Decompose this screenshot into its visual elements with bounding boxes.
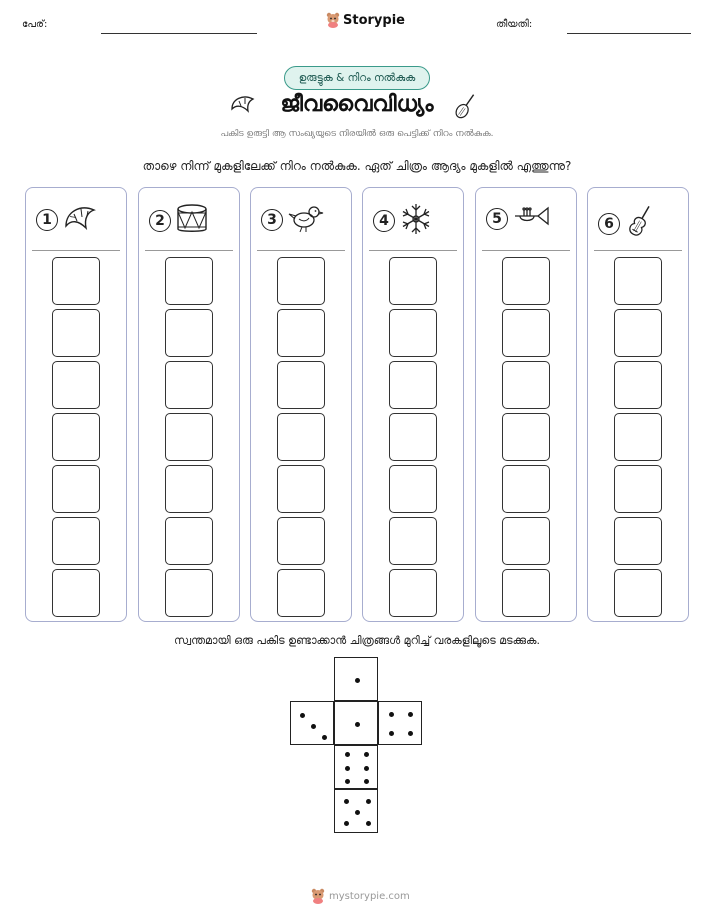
footer [311, 888, 410, 904]
die-pip [364, 766, 369, 771]
column-6 [587, 187, 689, 622]
color-box[interactable] [165, 361, 213, 409]
color-box[interactable] [389, 361, 437, 409]
column-number: 2 [149, 210, 171, 232]
color-box[interactable] [389, 517, 437, 565]
die-pip [311, 724, 316, 729]
drum-icon [175, 202, 209, 240]
column-divider [32, 250, 120, 251]
croissant-icon [62, 202, 98, 238]
column-divider [482, 250, 570, 251]
column-2 [138, 187, 240, 622]
column-1 [25, 187, 127, 622]
die-pip [344, 799, 349, 804]
color-box[interactable] [389, 257, 437, 305]
color-box[interactable] [389, 465, 437, 513]
color-box[interactable] [277, 309, 325, 357]
die-pip [345, 779, 350, 784]
color-box[interactable] [614, 413, 662, 461]
die-pip [355, 722, 360, 727]
die-face-6 [334, 745, 378, 789]
die-pip [345, 766, 350, 771]
column-4 [362, 187, 464, 622]
die-pip [322, 735, 327, 740]
column-number: 4 [373, 210, 395, 232]
color-box[interactable] [502, 465, 550, 513]
date-label: തീയതി: [496, 19, 533, 30]
column-header [598, 202, 656, 246]
column-header [373, 202, 433, 240]
column-header [486, 202, 552, 236]
die-face-1 [334, 657, 378, 701]
die-pip [366, 821, 371, 826]
color-box[interactable] [614, 465, 662, 513]
bird-icon [287, 202, 325, 238]
column-divider [257, 250, 345, 251]
die-pip [300, 713, 305, 718]
color-box[interactable] [502, 517, 550, 565]
color-box[interactable] [52, 465, 100, 513]
column-5 [475, 187, 577, 622]
column-number: 3 [261, 209, 283, 231]
date-line[interactable] [567, 33, 691, 34]
column-number: 6 [598, 213, 620, 235]
fold-instruction: സ്വന്തമായി ഒരു പകിട ഉണ്ടാക്കാൻ ചിത്രങ്ങൾ മുറിച്ച് വരകളിലൂടെ മടക്കുക. [174, 634, 540, 647]
die-pip [364, 752, 369, 757]
color-box[interactable] [502, 257, 550, 305]
die-pip [344, 821, 349, 826]
column-divider [369, 250, 457, 251]
bear-icon [311, 888, 325, 904]
color-box[interactable] [502, 309, 550, 357]
column-header [261, 202, 325, 238]
column-number: 5 [486, 208, 508, 230]
die-pip [355, 678, 360, 683]
color-box[interactable] [277, 517, 325, 565]
snowflake-icon [399, 202, 433, 240]
color-box[interactable] [52, 413, 100, 461]
footer-url[interactable]: mystorypie.com [329, 890, 410, 902]
die-face-3 [290, 701, 334, 745]
die-pip [355, 810, 360, 815]
color-box[interactable] [52, 361, 100, 409]
die-pip [408, 712, 413, 717]
color-box[interactable] [165, 309, 213, 357]
color-box[interactable] [165, 569, 213, 617]
color-box[interactable] [165, 413, 213, 461]
color-box[interactable] [502, 413, 550, 461]
color-box[interactable] [52, 517, 100, 565]
color-box[interactable] [614, 569, 662, 617]
color-box[interactable] [52, 569, 100, 617]
column-header [36, 202, 98, 238]
color-box[interactable] [52, 309, 100, 357]
color-box[interactable] [389, 569, 437, 617]
column-header [149, 202, 209, 240]
color-box[interactable] [277, 257, 325, 305]
name-line[interactable] [101, 33, 257, 34]
color-box[interactable] [165, 257, 213, 305]
color-box[interactable] [165, 465, 213, 513]
die-face-5 [334, 789, 378, 833]
column-3 [250, 187, 352, 622]
die-face-4 [378, 701, 422, 745]
color-box[interactable] [614, 361, 662, 409]
brand-name: Storypie [343, 12, 405, 28]
column-divider [594, 250, 682, 251]
die-pip [389, 731, 394, 736]
die-pip [364, 779, 369, 784]
die-pip [389, 712, 394, 717]
die-pip [345, 752, 350, 757]
color-box[interactable] [389, 309, 437, 357]
color-box[interactable] [277, 361, 325, 409]
instruction: താഴെ നിന്ന് മുകളിലേക്ക് നിറം നൽകുക. ഏത് ചിത്രം ആദ്യം മുകളിൽ എത്തുന്നു? [142, 159, 572, 173]
color-box[interactable] [52, 257, 100, 305]
color-box[interactable] [614, 517, 662, 565]
color-box[interactable] [502, 569, 550, 617]
name-label: പേര്: [22, 19, 48, 30]
die-pip [408, 731, 413, 736]
violin-icon [624, 202, 656, 246]
color-box[interactable] [614, 257, 662, 305]
die-pip [366, 799, 371, 804]
column-number: 1 [36, 209, 58, 231]
trumpet-icon [512, 202, 552, 236]
brand-logo [326, 12, 405, 28]
die-face-1 [334, 701, 378, 745]
color-box[interactable] [165, 517, 213, 565]
color-box[interactable] [502, 361, 550, 409]
violin-icon [452, 90, 478, 128]
subtitle: പകിട ഉരുട്ടി ആ സംഖ്യയുടെ നിരയിൽ ഒരു പെട്ടിക്ക് നിറം നൽകുക. [220, 129, 494, 139]
color-box[interactable] [277, 569, 325, 617]
color-box[interactable] [614, 309, 662, 357]
column-divider [145, 250, 233, 251]
color-box[interactable] [389, 413, 437, 461]
activity-tag-label: ഉരുട്ടുക & നിറം നൽകുക [298, 71, 416, 84]
bear-icon [326, 12, 340, 28]
page-title: ജീവവൈവിധ്യം [280, 92, 434, 117]
color-box[interactable] [277, 465, 325, 513]
activity-tag [284, 66, 430, 90]
color-box[interactable] [277, 413, 325, 461]
